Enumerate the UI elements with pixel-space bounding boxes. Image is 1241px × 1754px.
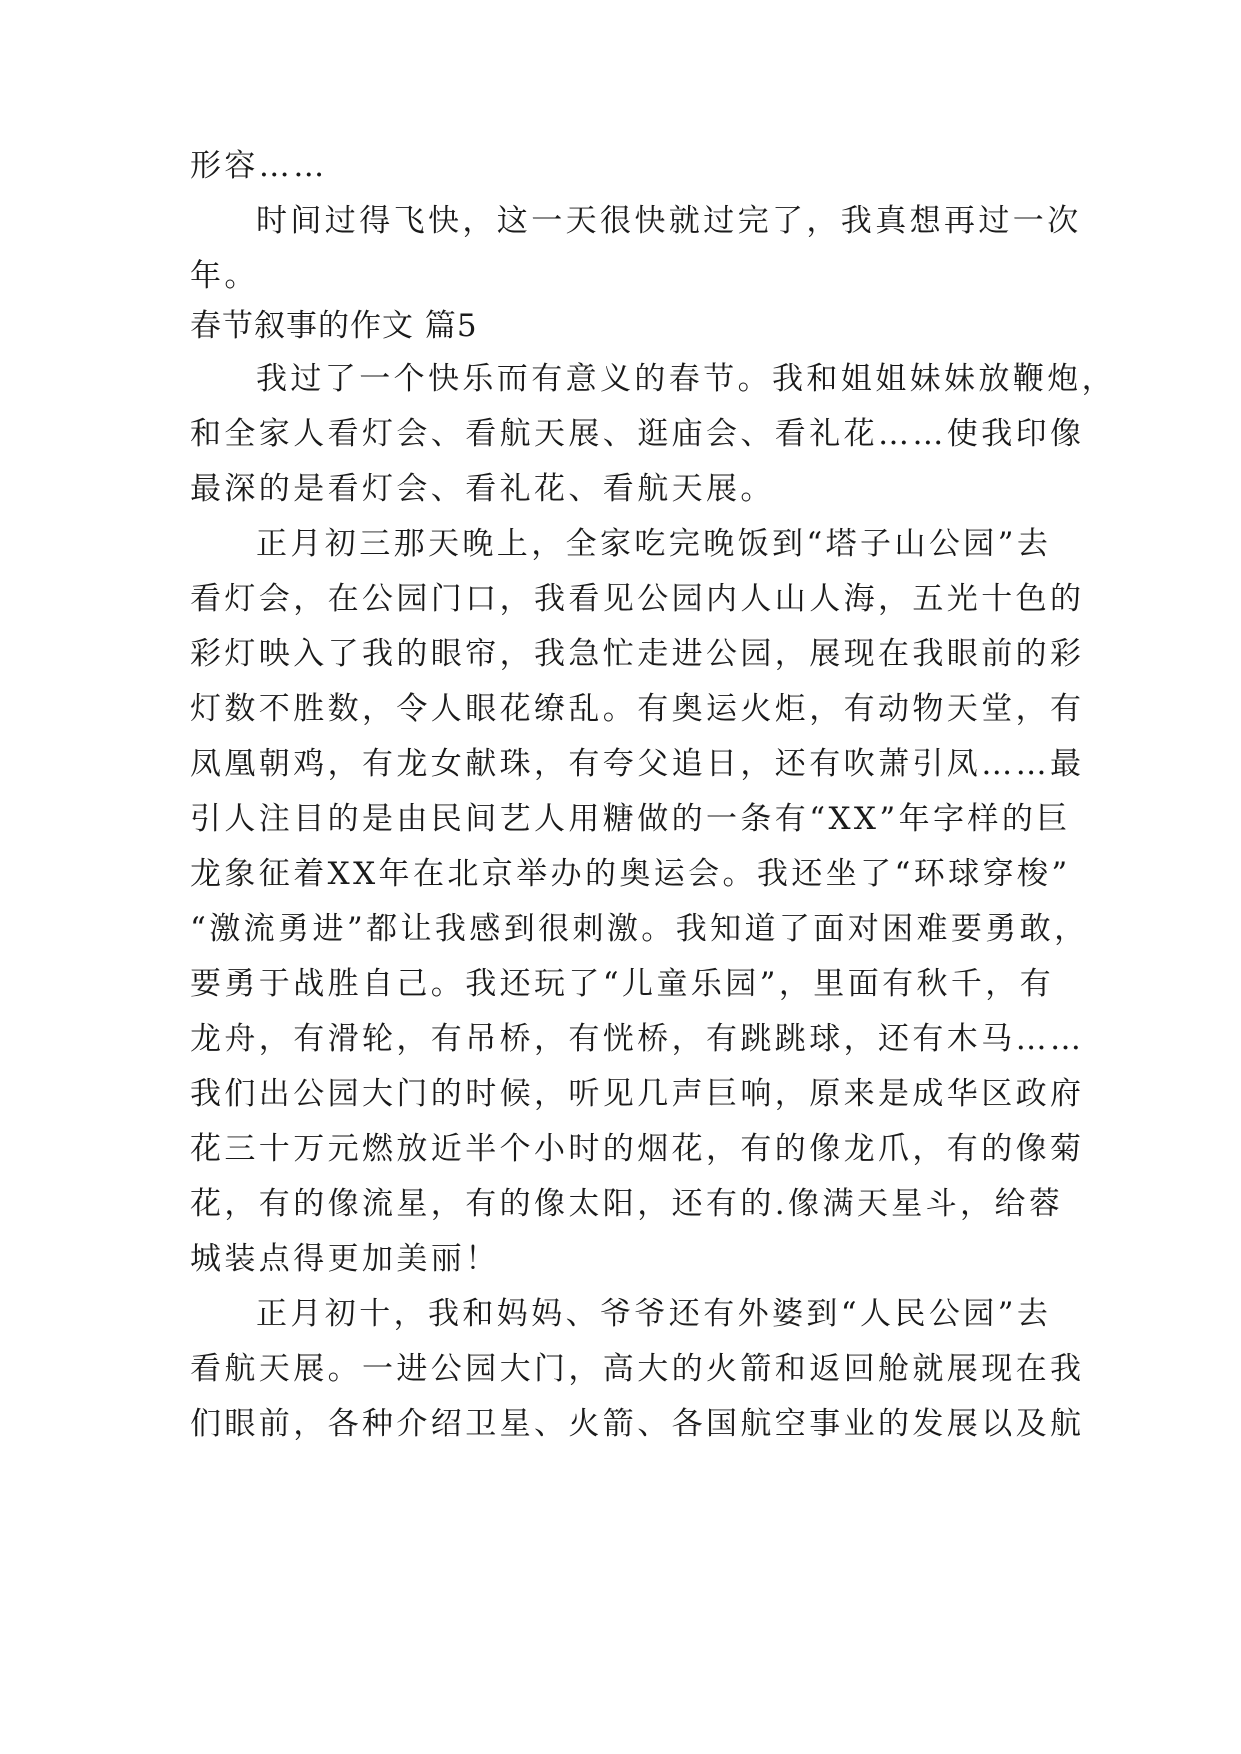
text-line: 花，有的像流星，有的像太阳，还有的.像满天星斗，给蓉: [190, 1186, 1064, 1222]
text-line: 龙象征着XX年在北京举办的奥运会。我还坐了“环球穿梭”: [190, 856, 1071, 892]
text-line: 灯数不胜数，令人眼花缭乱。有奥运火炬，有动物天堂，有: [190, 691, 1085, 727]
paragraph-first-line: 正月初三那天晚上，全家吃完晚饭到“塔子山公园”去: [256, 526, 1052, 562]
text-line: 形容……: [190, 148, 328, 184]
text-line: 我们出公园大门的时候，听见几声巨响，原来是成华区政府: [190, 1076, 1085, 1112]
text-line: 看航天展。一进公园大门，高大的火箭和返回舱就展现在我: [190, 1351, 1085, 1387]
text-line: 引人注目的是由民间艺人用糖做的一条有“XX”年字样的巨: [190, 801, 1071, 837]
text-line: 城装点得更加美丽！: [190, 1241, 500, 1277]
text-line: 最深的是看灯会、看礼花、看航天展。: [190, 471, 775, 507]
text-line: 要勇于战胜自己。我还玩了“儿童乐园”，里面有秋千，有: [190, 966, 1055, 1002]
text-line: 龙舟，有滑轮，有吊桥，有恍桥，有跳跳球，还有木马……: [190, 1021, 1085, 1057]
text-line: 看灯会，在公园门口，我看见公园内人山人海，五光十色的: [190, 581, 1085, 617]
text-line: 和全家人看灯会、看航天展、逛庙会、看礼花……使我印像: [190, 416, 1085, 452]
section-heading: 春节叙事的作文 篇5: [190, 308, 478, 344]
text-line: 们眼前，各种介绍卫星、火箭、各国航空事业的发展以及航: [190, 1406, 1085, 1442]
text-line: 花三十万元燃放近半个小时的烟花，有的像龙爪，有的像菊: [190, 1131, 1085, 1167]
paragraph-first-line: 时间过得飞快，这一天很快就过完了，我真想再过一次: [256, 203, 1082, 239]
paragraph-first-line: 我过了一个快乐而有意义的春节。我和姐姐妹妹放鞭炮，: [256, 361, 1116, 397]
paragraph-first-line: 正月初十，我和妈妈、爷爷还有外婆到“人民公园”去: [256, 1296, 1052, 1332]
text-line: “激流勇进”都让我感到很刺激。我知道了面对困难要勇敢，: [190, 911, 1089, 947]
text-line: 彩灯映入了我的眼帘，我急忙走进公园，展现在我眼前的彩: [190, 636, 1085, 672]
text-line: 凤凰朝鸡，有龙女献珠，有夸父追日，还有吹萧引凤……最: [190, 746, 1085, 782]
text-line: 年。: [190, 258, 259, 294]
